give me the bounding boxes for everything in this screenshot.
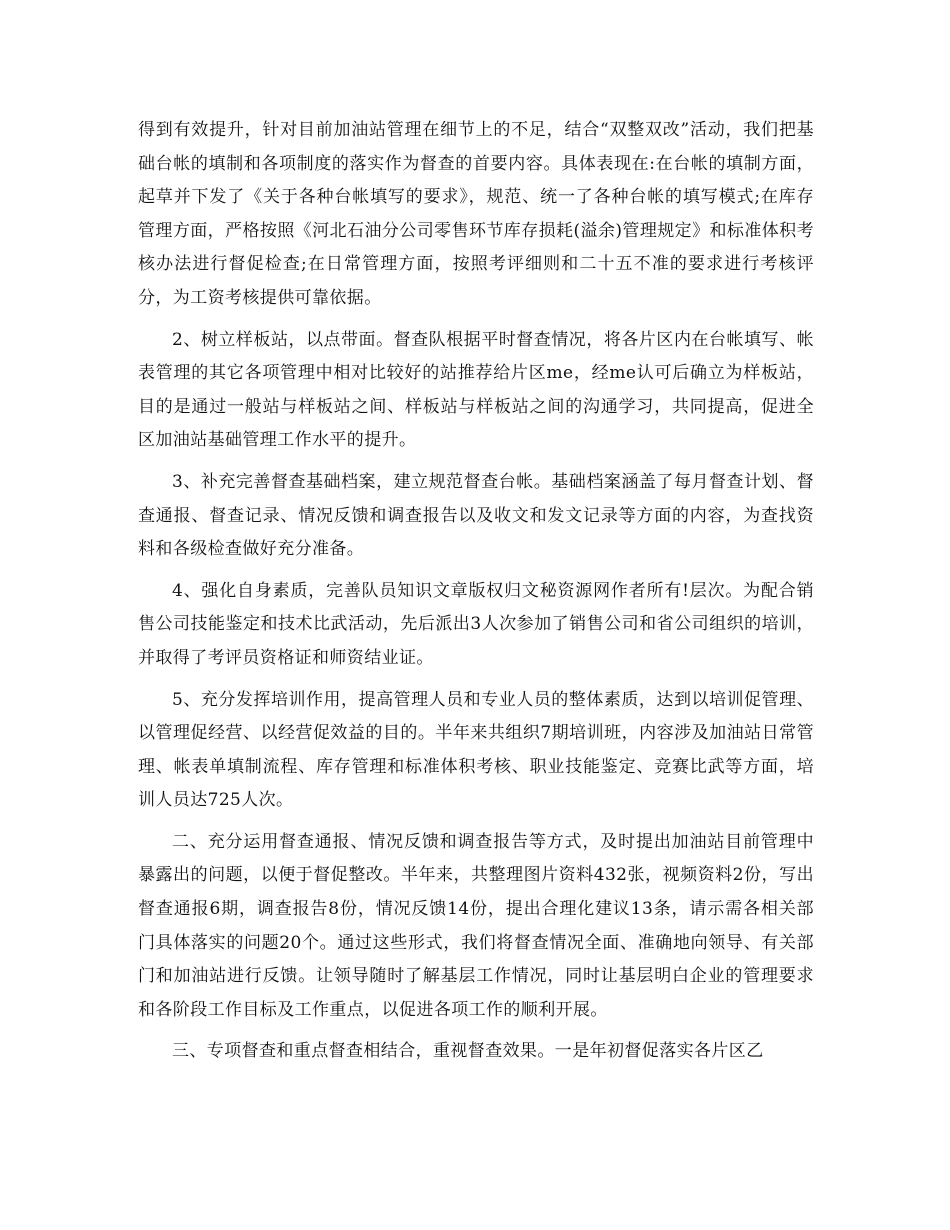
paragraph-section-2: 二、充分运用督查通报、情况反馈和调查报告等方式，及时提出加油站目前管理中暴露出的问题，以便于督促整改。半年来，共整理图片资料432张，视频资料2份，写出督查通报6期，调查报告8份，情况反馈14份，提出合理化建议13条，请示需各相关部门具体落实的问题20个。通过这些形式，我们将督查情况全面、准确地向领导、有关部门和加油站进行反馈。让领导随时了解基层工作情况，同时让基层明白企业的管理要求和各阶段工作目标及工作重点，以促进各项工作的顺利开展。 xyxy=(138,831,814,1020)
document-body xyxy=(138,114,814,1077)
paragraph-item-5: 5、充分发挥培训作用，提高管理人员和专业人员的整体素质，达到以培训促管理、以管理促经营、以经营促效益的目的。半年来共组织7期培训班，内容涉及加油站日常管理、帐表单填制流程、库存管理和标准体积考核、职业技能鉴定、竞赛比武等方面，培训人员达725人次。 xyxy=(138,689,814,811)
paragraph-section-3: 三、专项督查和重点督查相结合，重视督查效果。一是年初督促落实各片区乙 xyxy=(172,1041,764,1062)
paragraph-item-2: 2、树立样板站，以点带面。督查队根据平时督查情况，将各片区内在台帐填写、帐表管理的其它各项管理中相对比较好的站推荐给片区me，经me认可后确立为样板站，目的是通过一般站与样板站之间、样板站与样板站之间的沟通学习，共同提高，促进全区加油站基础管理工作水平的提升。 xyxy=(138,329,814,451)
paragraph-continuation: 得到有效提升，针对目前加油站管理在细节上的不足，结合“双整双改”活动，我们把基础台帐的填制和各项制度的落实作为督查的首要内容。具体表现在:在台帐的填制方面，起草并下发了《关于各种台帐填写的要求》，规范、统一了各种台帐的填写模式;在库存管理方面，严格按照《河北石油分公司零售环节库存损耗(溢余)管理规定》和标准体积考核办法进行督促检查;在日常管理方面，按照考评细则和二十五不准的要求进行考核评分，为工资考核提供可靠依据。 xyxy=(138,120,814,308)
paragraph-item-4: 4、强化自身素质，完善队员知识文章版权归文秘资源网作者所有!层次。为配合销售公司技能鉴定和技术比武活动，先后派出3人次参加了销售公司和省公司组织的培训，并取得了考评员资格证和师资结业证。 xyxy=(138,580,814,668)
paragraph-item-3: 3、补充完善督查基础档案，建立规范督查台帐。基础档案涵盖了每月督查计划、督查通报、督查记录、情况反馈和调查报告以及收文和发文记录等方面的内容，为查找资料和各级检查做好充分准备。 xyxy=(138,471,814,560)
